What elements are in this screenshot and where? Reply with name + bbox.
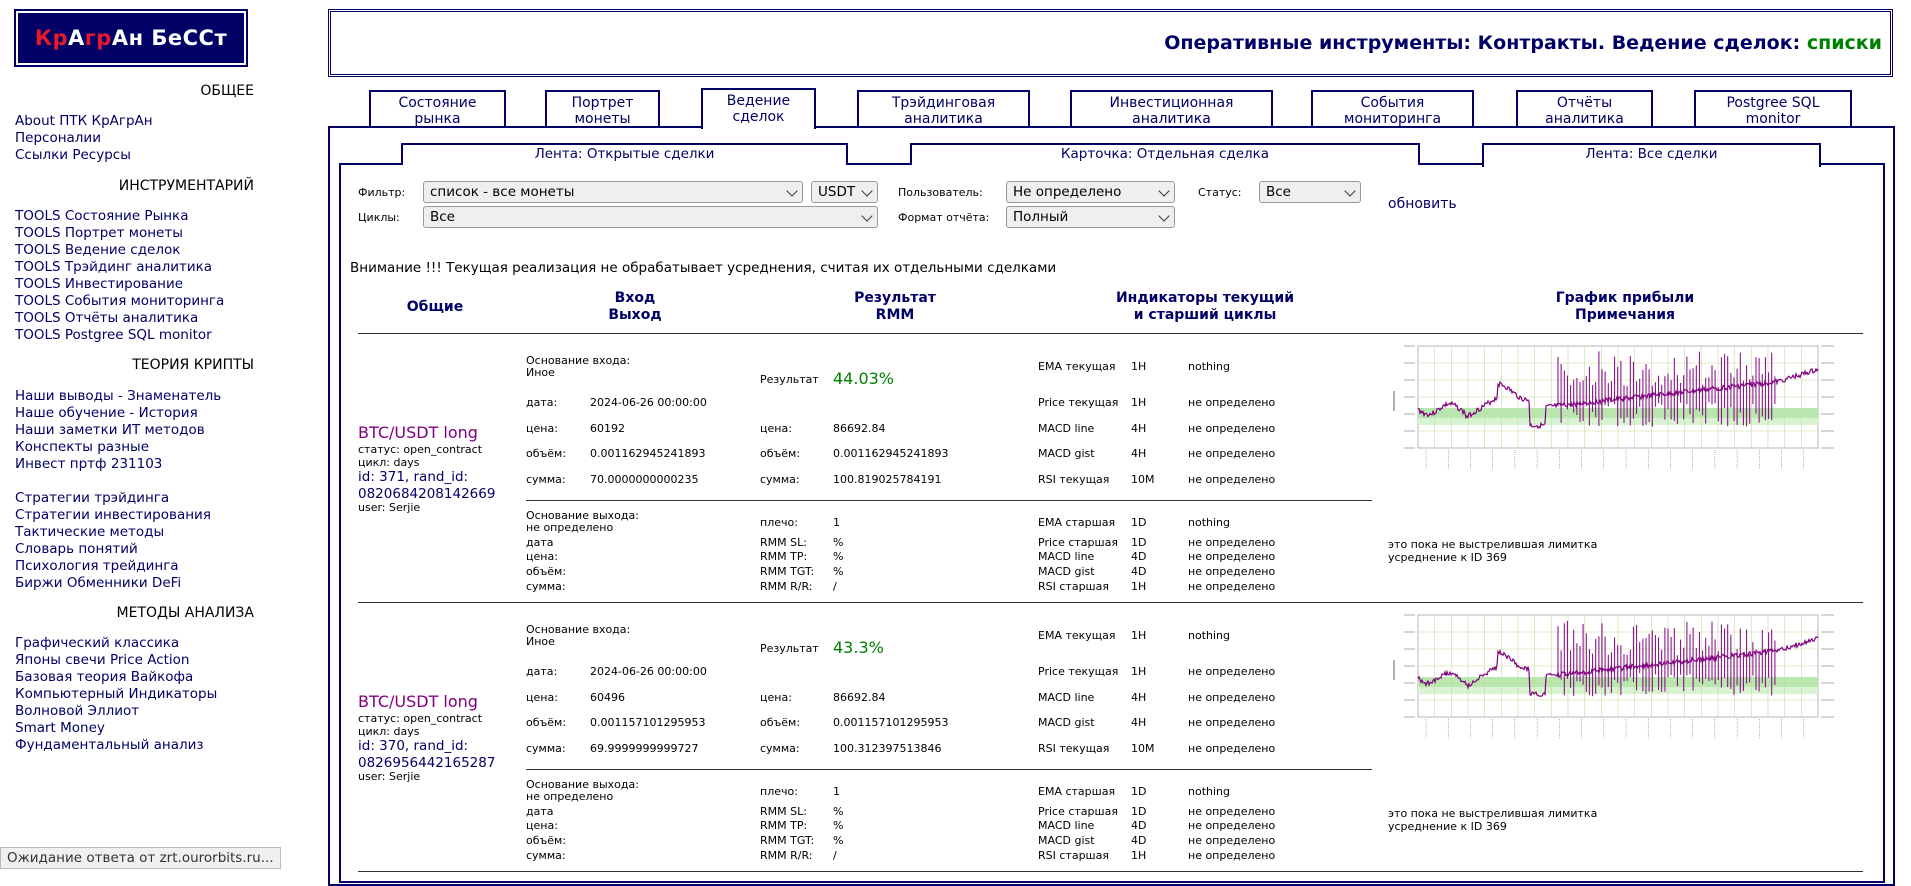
deal-cell: плечо: <box>760 785 798 798</box>
deal-result: 43.3% <box>833 638 884 657</box>
deal-cell: 1H <box>1131 665 1147 678</box>
deal-cell: nothing <box>1188 360 1230 373</box>
deal-cell: 1D <box>1131 785 1147 798</box>
sidebar-section-title: ИНСТРУМЕНТАРИЙ <box>118 178 254 194</box>
sidebar-link[interactable]: TOOLS Портрет монеты <box>15 225 183 241</box>
sidebar-link[interactable]: Стратегии трэйдинга <box>15 490 170 506</box>
deal-cell: Результат <box>760 373 819 386</box>
sidebar-link[interactable]: Графический классика <box>15 635 180 651</box>
deal-cell: 1H <box>1131 629 1147 642</box>
deal-cell: 1 <box>833 516 840 529</box>
deal-cell: не определено <box>1188 805 1276 818</box>
deal-cell: не определено <box>1188 819 1276 832</box>
deal-cell: сумма: <box>526 742 566 755</box>
deal-cell: 10M <box>1131 742 1155 755</box>
refresh-link[interactable]: обновить <box>1388 196 1457 212</box>
deal-cycle: цикл: days <box>358 725 420 738</box>
deal-cell: дата <box>526 536 554 549</box>
deal-cell: Основание входа: <box>526 623 631 636</box>
deal-cell: MACD gist <box>1038 447 1095 460</box>
deal-cell: не определено <box>1188 536 1276 549</box>
sidebar-link[interactable]: Базовая теория Вайкофа <box>15 669 194 685</box>
deal-cell: не определено <box>1188 565 1276 578</box>
sidebar-link[interactable]: Компьютерный Индикаторы <box>15 686 218 702</box>
filter-select[interactable]: список - все монеты <box>423 181 803 203</box>
deal-cell: RSI старшая <box>1038 849 1109 862</box>
currency-select[interactable]: USDT <box>811 181 878 203</box>
sidebar-link[interactable]: Наши заметки ИТ методов <box>15 422 205 438</box>
user-label: Пользователь: <box>898 186 983 199</box>
deal-cell: 86692.84 <box>833 422 886 435</box>
deal-cell: 1H <box>1131 360 1147 373</box>
logo-text: Кр А гр А н БеССт <box>18 13 244 63</box>
deal-cell: MACD line <box>1038 819 1095 832</box>
deal-cell: объём: <box>760 447 801 460</box>
sidebar-link[interactable]: TOOLS Состояние Рынка <box>15 208 189 224</box>
deal-notes: это пока не выстрелившая лимитка усреднение к ID 369 <box>1388 807 1598 833</box>
sidebar-link[interactable]: About ПТК КрАгрАн <box>15 113 153 129</box>
sidebar-link[interactable]: TOOLS Postgree SQL monitor <box>15 327 212 343</box>
deal-cell: 100.312397513846 <box>833 742 942 755</box>
deal-cell: RSI текущая <box>1038 742 1110 755</box>
deal-separator <box>358 871 1863 872</box>
deal-cell: цена: <box>526 691 558 704</box>
deal-cell: nothing <box>1188 785 1230 798</box>
deal-cell: 1D <box>1131 805 1147 818</box>
deal-cell: RSI текущая <box>1038 473 1110 486</box>
format-label: Формат отчёта: <box>898 211 990 224</box>
deal-cell: RMM TP: <box>760 550 808 563</box>
deal-cell: RMM TGT: <box>760 565 815 578</box>
tab-sub-0[interactable]: Лента: Открытые сделки <box>401 143 848 165</box>
deal-divider <box>526 500 1372 501</box>
sidebar-link[interactable]: TOOLS Трэйдинг аналитика <box>15 259 213 275</box>
deal-cell: Price старшая <box>1038 536 1118 549</box>
deal-cell: 0.001162945241893 <box>590 447 706 460</box>
deal-cell: дата <box>526 805 554 818</box>
deal-cell: RMM SL: <box>760 805 807 818</box>
deal-status: статус: open_contract <box>358 712 483 725</box>
deal-cell: / <box>833 849 837 862</box>
deal-cell: 0.001162945241893 <box>833 447 949 460</box>
deal-cell: % <box>833 834 844 847</box>
deal-cell: MACD gist <box>1038 834 1095 847</box>
deal-cell: Иное <box>526 635 555 648</box>
deal-cell: 69.9999999999727 <box>590 742 699 755</box>
deal-cell: объём: <box>526 447 567 460</box>
deal-user: user: Serjie <box>358 501 421 514</box>
header-divider <box>358 333 1863 334</box>
cycles-select[interactable]: Все <box>423 206 878 228</box>
profit-chart <box>1388 342 1858 490</box>
deal-cell: 10M <box>1131 473 1155 486</box>
sidebar-link[interactable]: TOOLS Инвестирование <box>15 276 184 292</box>
deal-cell: nothing <box>1188 516 1230 529</box>
filter-label: Фильтр: <box>358 186 406 199</box>
sidebar-link[interactable]: Персоналии <box>15 130 101 146</box>
sidebar-link[interactable]: Наши выводы - Знаменатель <box>15 388 222 404</box>
deal-cell: MACD line <box>1038 691 1095 704</box>
deal-cell: 2024-06-26 00:00:00 <box>590 665 707 678</box>
deal-cell: не определено <box>1188 742 1276 755</box>
deal-cell: 2024-06-26 00:00:00 <box>590 396 707 409</box>
status-label: Статус: <box>1198 186 1242 199</box>
deal-cell: EMA старшая <box>1038 516 1116 529</box>
browser-status-bar: Ожидание ответа от zrt.ourorbits.ru... <box>0 847 281 869</box>
deal-cell: 4D <box>1131 565 1147 578</box>
deal-cell: 1D <box>1131 516 1147 529</box>
deal-cell: RMM R/R: <box>760 580 813 593</box>
col-entry-exit: Вход Выход <box>608 290 662 323</box>
deal-cell: не определено <box>526 790 614 803</box>
col-chart-notes: График прибыли Примечания <box>1555 290 1695 323</box>
deal-cell: / <box>833 580 837 593</box>
sidebar-link[interactable]: Стратегии инвестирования <box>15 507 211 523</box>
deal-cell: не определено <box>1188 422 1276 435</box>
deal-cell: EMA старшая <box>1038 785 1116 798</box>
format-select[interactable]: Полный <box>1006 206 1175 228</box>
deal-cell: 4H <box>1131 691 1147 704</box>
tab-main-3[interactable]: Трэйдинговая аналитика <box>857 90 1030 127</box>
tab-main-7[interactable]: Postgree SQL monitor <box>1694 90 1852 127</box>
deal-cell: MACD line <box>1038 550 1095 563</box>
deal-cell: % <box>833 565 844 578</box>
deal-cell: Price текущая <box>1038 396 1119 409</box>
deal-cell: дата: <box>526 396 558 409</box>
sidebar-section-title: МЕТОДЫ АНАЛИЗА <box>116 605 254 621</box>
cycles-label: Циклы: <box>358 211 400 224</box>
sidebar-link[interactable]: TOOLS События мониторинга <box>15 293 225 309</box>
deal-separator <box>358 602 1863 603</box>
tab-sub-1[interactable]: Карточка: Отдельная сделка <box>910 143 1420 165</box>
deal-cell: 0.001157101295953 <box>590 716 706 729</box>
deal-cell: не определено <box>526 521 614 534</box>
sidebar-section-title: ТЕОРИЯ КРИПТЫ <box>132 357 254 373</box>
deal-cell: плечо: <box>760 516 798 529</box>
deal-cell: дата: <box>526 665 558 678</box>
sidebar-link[interactable]: TOOLS Отчёты аналитика <box>15 310 199 326</box>
sidebar-link[interactable]: Словарь понятий <box>15 541 138 557</box>
deal-result: 44.03% <box>833 369 895 388</box>
sidebar-link[interactable]: Конспекты разные <box>15 439 150 455</box>
tab-main-0[interactable]: Состояние рынка <box>369 90 506 127</box>
deal-cell: сумма: <box>760 473 800 486</box>
col-indicators: Индикаторы текущий и старший циклы <box>1115 290 1295 323</box>
deal-cell: сумма: <box>526 849 566 862</box>
deal-cell: 4D <box>1131 550 1147 563</box>
deal-cell: 60192 <box>590 422 625 435</box>
sidebar-link[interactable]: Волновой Эллиот <box>15 703 140 719</box>
deal-cell: % <box>833 805 844 818</box>
deal-cell: 0.001157101295953 <box>833 716 949 729</box>
deal-cell: Основание выхода: <box>526 778 639 791</box>
deal-cell: RMM TGT: <box>760 834 815 847</box>
deal-cell: MACD gist <box>1038 565 1095 578</box>
deal-cell: не определено <box>1188 849 1276 862</box>
tab-main-1[interactable]: Портрет монеты <box>545 90 660 127</box>
sidebar-link[interactable]: TOOLS Ведение сделок <box>15 242 181 258</box>
deal-cell: 4D <box>1131 819 1147 832</box>
deal-cell: не определено <box>1188 691 1276 704</box>
deal-cell: 86692.84 <box>833 691 886 704</box>
deal-cell: 1H <box>1131 849 1147 862</box>
deal-cell: 100.819025784191 <box>833 473 942 486</box>
sidebar-link[interactable]: Инвест пртф 231103 <box>15 456 163 472</box>
deal-ticker[interactable]: BTC/USDT long <box>358 692 478 711</box>
deal-cell: не определено <box>1188 550 1276 563</box>
deal-cell: MACD gist <box>1038 716 1095 729</box>
deal-cell: 4D <box>1131 834 1147 847</box>
tab-main-4[interactable]: Инвестиционная аналитика <box>1070 90 1273 127</box>
sidebar-link[interactable]: Smart Money <box>15 720 105 736</box>
deal-user: user: Serjie <box>358 770 421 783</box>
warning-text: Внимание !!! Текущая реализация не обрабатывает усреднения, считая их отдельными сделками <box>350 260 1057 276</box>
sidebar-link[interactable]: Фундаментальный анализ <box>15 737 204 753</box>
sidebar-link[interactable]: Биржи Обменники DeFi <box>15 575 182 591</box>
deal-cell: % <box>833 536 844 549</box>
deal-cell: Основание входа: <box>526 354 631 367</box>
deal-cell: Основание выхода: <box>526 509 639 522</box>
deal-cell: сумма: <box>760 742 800 755</box>
profit-chart <box>1388 611 1858 759</box>
deal-cell: 70.0000000000235 <box>590 473 699 486</box>
deal-cell: сумма: <box>526 580 566 593</box>
tab-main-2[interactable]: Ведение сделок <box>701 88 816 129</box>
deal-cell: 4H <box>1131 447 1147 460</box>
deal-cell: не определено <box>1188 834 1276 847</box>
deal-cell: % <box>833 550 844 563</box>
status-select[interactable]: Все <box>1259 181 1361 203</box>
deal-cell: 4H <box>1131 716 1147 729</box>
deal-cell: не определено <box>1188 396 1276 409</box>
deal-cell: RMM TP: <box>760 819 808 832</box>
tab-main-5[interactable]: События мониторинга <box>1311 90 1474 127</box>
deal-cell: % <box>833 819 844 832</box>
deal-cell: не определено <box>1188 716 1276 729</box>
deal-cell: не определено <box>1188 580 1276 593</box>
deal-cell: Иное <box>526 366 555 379</box>
deal-cell: объём: <box>526 716 567 729</box>
deal-notes: это пока не выстрелившая лимитка усреднение к ID 369 <box>1388 538 1598 564</box>
deal-cell: объём: <box>526 834 567 847</box>
deal-cell: 1 <box>833 785 840 798</box>
deal-cell: цена: <box>526 422 558 435</box>
col-result-rmm: Результат RMM <box>854 290 936 323</box>
deal-cell: цена: <box>526 819 558 832</box>
deal-cell: не определено <box>1188 473 1276 486</box>
deal-cell: RMM R/R: <box>760 849 813 862</box>
deal-cell: RMM SL: <box>760 536 807 549</box>
deal-cell: Результат <box>760 642 819 655</box>
page-title: Оперативные инструменты: Контракты. Ведение сделок: списки <box>1164 32 1882 54</box>
sidebar-link[interactable]: Японы свечи Price Action <box>15 652 190 668</box>
deal-status: статус: open_contract <box>358 443 483 456</box>
deal-cell: 4H <box>1131 422 1147 435</box>
deal-cell: 60496 <box>590 691 625 704</box>
deal-cell: цена: <box>760 691 792 704</box>
sidebar-link[interactable]: Ссылки Ресурсы <box>15 147 131 163</box>
sidebar-section-title: ОБЩЕЕ <box>200 83 254 99</box>
user-select[interactable]: Не определено <box>1006 181 1175 203</box>
deal-ticker[interactable]: BTC/USDT long <box>358 423 478 442</box>
deal-cell: Price текущая <box>1038 665 1119 678</box>
deal-cell: 1H <box>1131 580 1147 593</box>
deal-cell: объём: <box>760 716 801 729</box>
deal-cell: nothing <box>1188 629 1230 642</box>
deal-cell: объём: <box>526 565 567 578</box>
tab-sub-2[interactable]: Лента: Все сделки <box>1482 143 1821 167</box>
deal-cell: не определено <box>1188 665 1276 678</box>
deal-cell: 1H <box>1131 396 1147 409</box>
sidebar-link[interactable]: Тактические методы <box>15 524 165 540</box>
tab-main-6[interactable]: Отчёты аналитика <box>1516 90 1653 127</box>
deal-cell: EMA текущая <box>1038 629 1116 642</box>
col-general: Общие <box>406 299 464 315</box>
deal-cell: цена: <box>526 550 558 563</box>
deal-cell: EMA текущая <box>1038 360 1116 373</box>
deal-cell: RSI старшая <box>1038 580 1109 593</box>
deal-cell: 1D <box>1131 536 1147 549</box>
deal-id[interactable]: id: 371, rand_id: 0820684208142669 <box>358 469 496 502</box>
deal-divider <box>526 769 1372 770</box>
deal-cell: сумма: <box>526 473 566 486</box>
deal-cell: Price старшая <box>1038 805 1118 818</box>
deal-cell: цена: <box>760 422 792 435</box>
deal-cell: MACD line <box>1038 422 1095 435</box>
deal-id[interactable]: id: 370, rand_id: 0826956442165287 <box>358 738 496 771</box>
deal-cycle: цикл: days <box>358 456 420 469</box>
deal-cell: не определено <box>1188 447 1276 460</box>
sidebar-link[interactable]: Наше обучение - История <box>15 405 198 421</box>
sidebar-link[interactable]: Психология трейдинга <box>15 558 179 574</box>
